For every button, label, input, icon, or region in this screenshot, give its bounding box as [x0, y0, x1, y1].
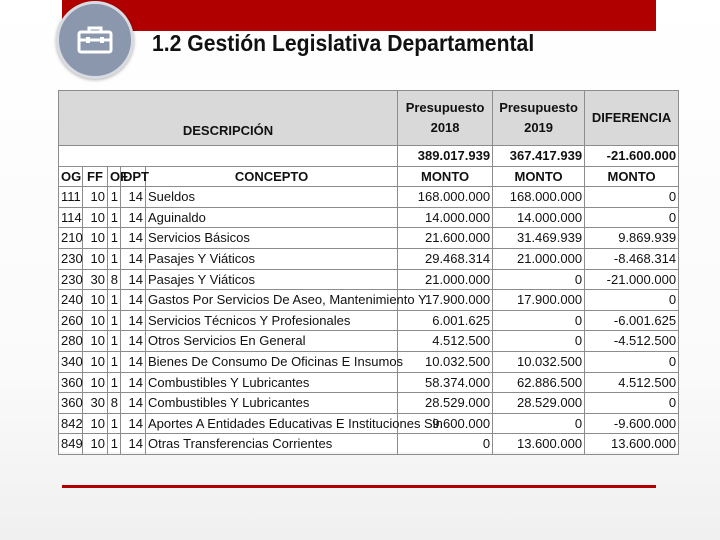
- cell-of: 1: [108, 207, 121, 228]
- cell-og: 280: [59, 331, 83, 352]
- header-presupuesto-2019: Presupuesto 2019: [493, 91, 585, 146]
- cell-dpt: 14: [121, 372, 146, 393]
- cell-diferencia: 0: [585, 290, 679, 311]
- cell-diferencia: -8.468.314: [585, 248, 679, 269]
- table-row: [59, 248, 679, 269]
- cell-diferencia: -6.001.625: [585, 310, 679, 331]
- col-concepto: CONCEPTO: [146, 166, 398, 187]
- cell-of: 1: [108, 228, 121, 249]
- cell-monto-2019: 21.000.000: [493, 248, 585, 269]
- header-row: [59, 91, 679, 146]
- cell-monto-2018: 17.900.000: [398, 290, 493, 311]
- cell-concepto: Aportes A Entidades Educativas E Instituciones Sin: [146, 413, 398, 434]
- cell-monto-2019: 0: [493, 269, 585, 290]
- cell-og: 114: [59, 207, 83, 228]
- cell-dpt: 14: [121, 310, 146, 331]
- cell-diferencia: 4.512.500: [585, 372, 679, 393]
- cell-monto-2019: 14.000.000: [493, 207, 585, 228]
- cell-monto-2018: 21.600.000: [398, 228, 493, 249]
- cell-monto-2018: 29.468.314: [398, 248, 493, 269]
- cell-of: 1: [108, 434, 121, 455]
- table-row: [59, 290, 679, 311]
- cell-ff: 10: [83, 207, 108, 228]
- cell-og: 849: [59, 434, 83, 455]
- table-row: [59, 228, 679, 249]
- cell-monto-2019: 10.032.500: [493, 351, 585, 372]
- cell-concepto: Gastos Por Servicios De Aseo, Mantenimiento Y: [146, 290, 398, 311]
- cell-og: 111: [59, 187, 83, 208]
- cell-diferencia: 9.869.939: [585, 228, 679, 249]
- cell-monto-2018: 168.000.000: [398, 187, 493, 208]
- cell-concepto: Servicios Básicos: [146, 228, 398, 249]
- cell-concepto: Aguinaldo: [146, 207, 398, 228]
- cell-of: 1: [108, 290, 121, 311]
- cell-of: 1: [108, 351, 121, 372]
- cell-of: 1: [108, 187, 121, 208]
- cell-concepto: Combustibles Y Lubricantes: [146, 372, 398, 393]
- cell-monto-2018: 14.000.000: [398, 207, 493, 228]
- cell-og: 260: [59, 310, 83, 331]
- cell-og: 360: [59, 393, 83, 414]
- cell-og: 360: [59, 372, 83, 393]
- cell-ff: 30: [83, 269, 108, 290]
- cell-concepto: Servicios Técnicos Y Profesionales: [146, 310, 398, 331]
- cell-monto-2018: 21.000.000: [398, 269, 493, 290]
- cell-of: 8: [108, 393, 121, 414]
- cell-concepto: Otros Servicios En General: [146, 331, 398, 352]
- cell-monto-2018: 9.600.000: [398, 413, 493, 434]
- cell-diferencia: 0: [585, 351, 679, 372]
- cell-ff: 10: [83, 351, 108, 372]
- cell-ff: 10: [83, 248, 108, 269]
- cell-dpt: 14: [121, 393, 146, 414]
- table-row: [59, 393, 679, 414]
- col-ff: FF: [83, 166, 108, 187]
- briefcase-icon: [77, 23, 113, 57]
- cell-monto-2018: 6.001.625: [398, 310, 493, 331]
- cell-dpt: 14: [121, 351, 146, 372]
- cell-of: 1: [108, 331, 121, 352]
- table-row: [59, 434, 679, 455]
- cell-monto-2019: 17.900.000: [493, 290, 585, 311]
- cell-monto-2019: 31.469.939: [493, 228, 585, 249]
- table-row: [59, 351, 679, 372]
- col-monto-2018: MONTO: [398, 166, 493, 187]
- budget-table: [58, 90, 679, 455]
- col-dpt: DPT: [121, 166, 146, 187]
- cell-diferencia: 0: [585, 207, 679, 228]
- table-row: [59, 413, 679, 434]
- cell-concepto: Bienes De Consumo De Oficinas E Insumos: [146, 351, 398, 372]
- cell-of: 1: [108, 310, 121, 331]
- cell-monto-2019: 0: [493, 331, 585, 352]
- cell-og: 230: [59, 269, 83, 290]
- title-badge: [56, 1, 134, 79]
- cell-monto-2018: 10.032.500: [398, 351, 493, 372]
- cell-og: 340: [59, 351, 83, 372]
- cell-monto-2019: 168.000.000: [493, 187, 585, 208]
- cell-monto-2019: 28.529.000: [493, 393, 585, 414]
- header-presupuesto-2018: Presupuesto 2018: [398, 91, 493, 146]
- totals-blank: [59, 146, 398, 167]
- col-monto-diferencia: MONTO: [585, 166, 679, 187]
- cell-og: 210: [59, 228, 83, 249]
- cell-dpt: 14: [121, 207, 146, 228]
- table-row: [59, 331, 679, 352]
- cell-og: 842: [59, 413, 83, 434]
- cell-monto-2018: 58.374.000: [398, 372, 493, 393]
- cell-dpt: 14: [121, 413, 146, 434]
- totals-row: [59, 146, 679, 167]
- cell-dpt: 14: [121, 331, 146, 352]
- cell-dpt: 14: [121, 228, 146, 249]
- budget-table-sheet: [58, 90, 678, 452]
- cell-of: 8: [108, 269, 121, 290]
- cell-diferencia: 0: [585, 393, 679, 414]
- cell-og: 230: [59, 248, 83, 269]
- cell-of: 1: [108, 372, 121, 393]
- col-monto-2019: MONTO: [493, 166, 585, 187]
- cell-monto-2019: 0: [493, 310, 585, 331]
- cell-concepto: Combustibles Y Lubricantes: [146, 393, 398, 414]
- cell-of: 1: [108, 248, 121, 269]
- slide-title: 1.2 Gestión Legislativa Departamental: [152, 30, 535, 56]
- cell-of: 1: [108, 413, 121, 434]
- cell-dpt: 14: [121, 248, 146, 269]
- table-row: [59, 269, 679, 290]
- header-diferencia: DIFERENCIA: [585, 91, 679, 146]
- footer-accent-line: [62, 485, 656, 488]
- cell-monto-2019: 62.886.500: [493, 372, 585, 393]
- cell-monto-2018: 28.529.000: [398, 393, 493, 414]
- total-2018: 389.017.939: [398, 146, 493, 167]
- cell-monto-2019: 0: [493, 413, 585, 434]
- total-2019: 367.417.939: [493, 146, 585, 167]
- column-header-row: [59, 166, 679, 187]
- cell-dpt: 14: [121, 434, 146, 455]
- cell-diferencia: -21.000.000: [585, 269, 679, 290]
- cell-concepto: Sueldos: [146, 187, 398, 208]
- cell-concepto: Pasajes Y Viáticos: [146, 248, 398, 269]
- cell-monto-2018: 0: [398, 434, 493, 455]
- total-diferencia: -21.600.000: [585, 146, 679, 167]
- cell-ff: 10: [83, 434, 108, 455]
- col-og: OG: [59, 166, 83, 187]
- cell-ff: 10: [83, 290, 108, 311]
- table-row: [59, 207, 679, 228]
- cell-monto-2018: 4.512.500: [398, 331, 493, 352]
- cell-monto-2019: 13.600.000: [493, 434, 585, 455]
- cell-ff: 10: [83, 372, 108, 393]
- cell-dpt: 14: [121, 290, 146, 311]
- cell-concepto: Pasajes Y Viáticos: [146, 269, 398, 290]
- header-accent-bar: [62, 0, 656, 31]
- cell-ff: 10: [83, 413, 108, 434]
- cell-ff: 10: [83, 187, 108, 208]
- cell-dpt: 14: [121, 269, 146, 290]
- cell-diferencia: 0: [585, 187, 679, 208]
- cell-ff: 30: [83, 393, 108, 414]
- cell-og: 240: [59, 290, 83, 311]
- table-row: [59, 310, 679, 331]
- cell-diferencia: 13.600.000: [585, 434, 679, 455]
- cell-concepto: Otras Transferencias Corrientes: [146, 434, 398, 455]
- col-of: OF: [108, 166, 121, 187]
- table-row: [59, 187, 679, 208]
- cell-ff: 10: [83, 228, 108, 249]
- cell-ff: 10: [83, 331, 108, 352]
- cell-diferencia: -9.600.000: [585, 413, 679, 434]
- cell-diferencia: -4.512.500: [585, 331, 679, 352]
- header-descripcion: DESCRIPCIÓN: [59, 91, 398, 146]
- cell-dpt: 14: [121, 187, 146, 208]
- cell-ff: 10: [83, 310, 108, 331]
- table-row: [59, 372, 679, 393]
